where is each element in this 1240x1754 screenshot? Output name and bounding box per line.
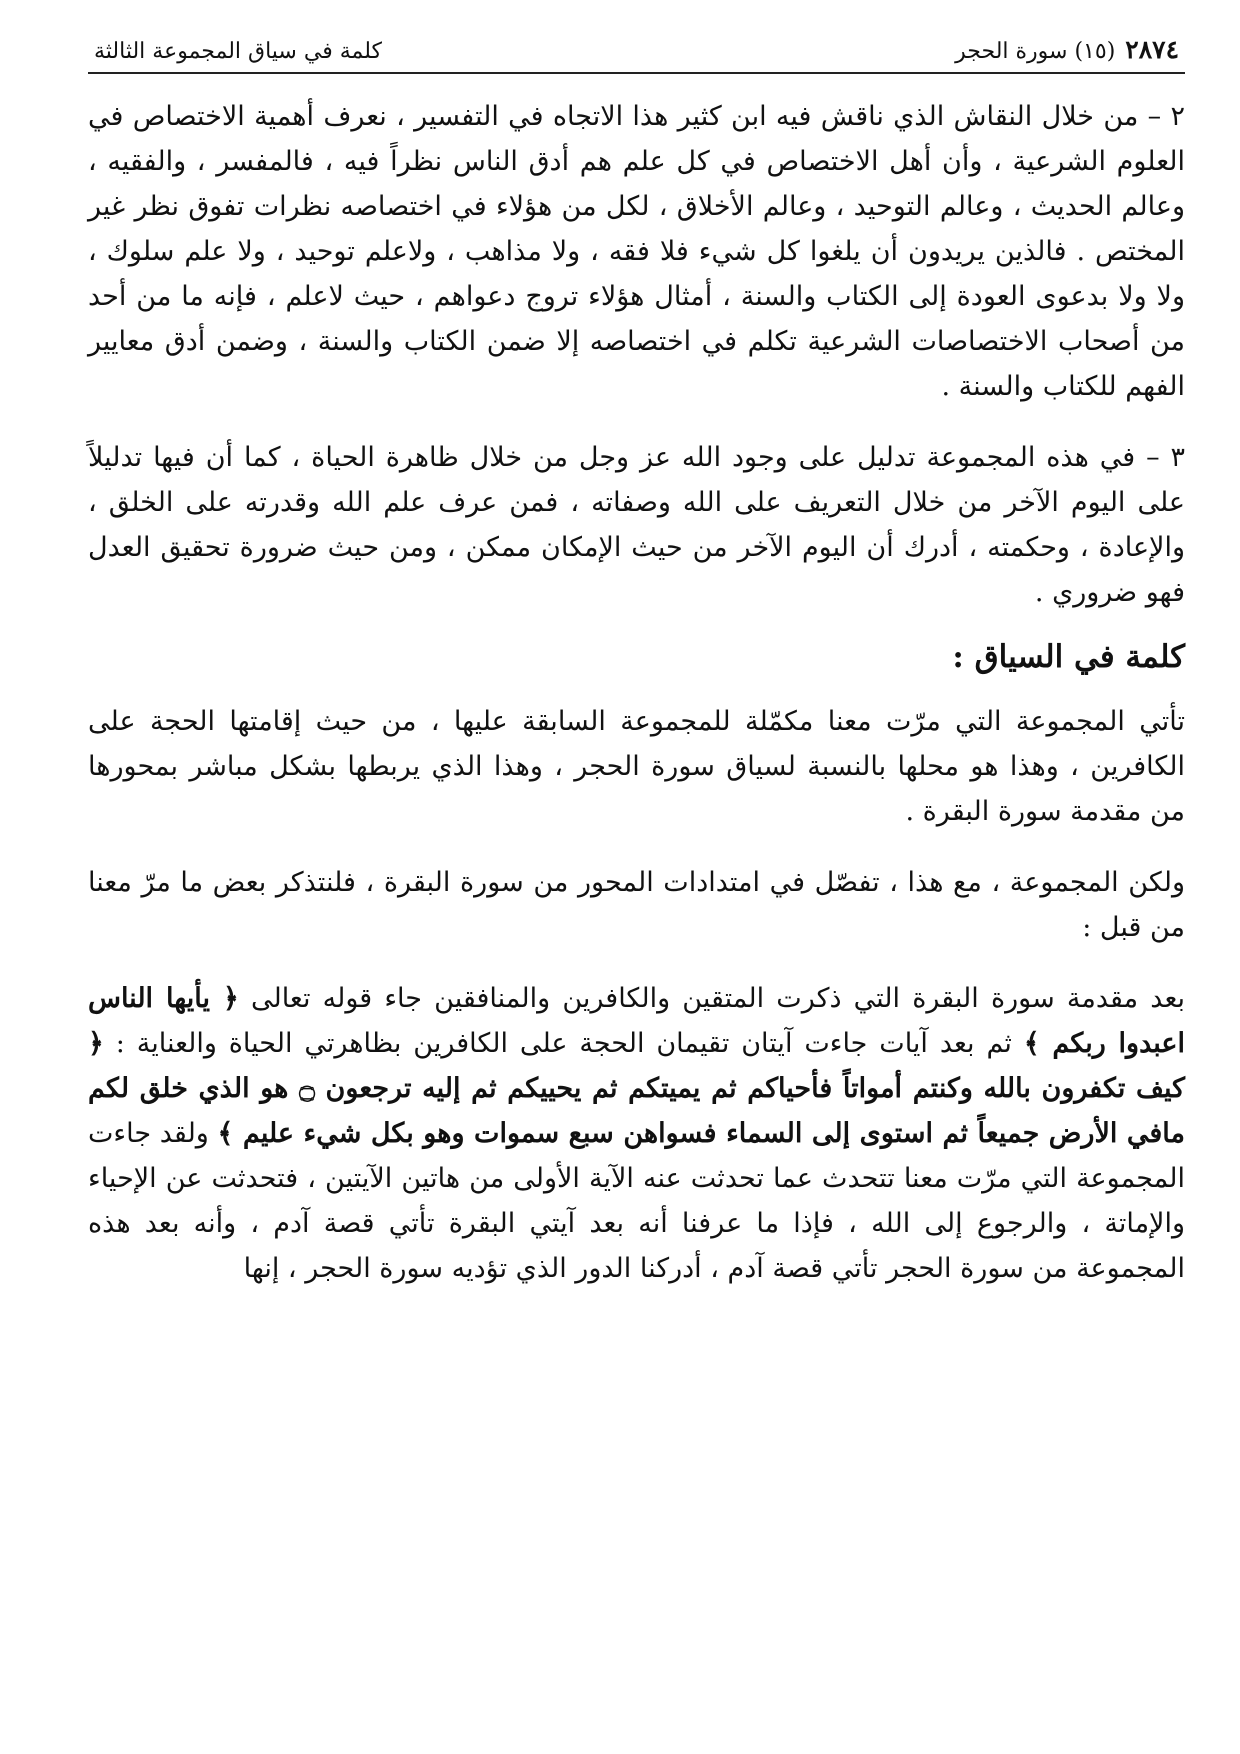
text-segment: ولقد جاءت المجموعة التي مرّت معنا تتحدث عما تحدثت عنه الآية الأولى من هاتين الآيتين ، فتحدثت عن الإحياء والإماتة ، والرجوع إلى الله ، فإذا ما عرفنا أنه بعد آيتي البقرة تأتي قصة آدم ، وأنه بعد هذه المجموعة من سورة الحجر تأتي قصة آدم ، أدركنا الدور الذي تؤديه سورة الحجر ، إنها: [88, 1118, 1185, 1284]
text-segment: بعد مقدمة سورة البقرة التي ذكرت المتقين والكافرين والمنافقين جاء قوله تعالى: [250, 983, 1185, 1014]
text-segment: ثم بعد آيات جاءت آيتان تقيمان الحجة على الكافرين بظاهرتي الحياة والعناية :: [115, 1028, 1012, 1059]
spacer: [88, 950, 1185, 976]
spacer: [88, 834, 1185, 860]
page-number: ٢٨٧٤: [1125, 35, 1179, 64]
paragraph-point-3: ٣ – في هذه المجموعة تدليل على وجود الله عز وجل من خلال ظاهرة الحياة ، كما أن فيها تدليلاً على اليوم الآخر من خلال التعريف على الله وصفاته ، فمن عرف علم الله وقدرته على الخلق ، والإعادة ، وحكمته ، أدرك أن اليوم الآخر من حيث الإمكان ممكن ، ومن حيث ضرورة تحقيق العدل فهو ضروري .: [88, 442, 1185, 608]
section-heading: كلمة في السياق :: [952, 639, 1185, 675]
paragraph-context-1: تأتي المجموعة التي مرّت معنا مكمّلة للمجموعة السابقة عليها ، من حيث إقامتها الحجة على الكافرين ، وهذا هو محلها بالنسبة لسياق سورة الحجر ، وهذا الذي يربطها بشكل مباشر بمحورها من مقدمة سورة البقرة .: [88, 706, 1185, 827]
spacer: [88, 409, 1185, 435]
running-header: [88, 20, 1185, 74]
surah-reference: (١٥) سورة الحجر: [955, 39, 1116, 64]
section-title: كلمة في سياق المجموعة الثالثة: [94, 39, 382, 64]
spacer: [88, 681, 1185, 699]
header-right: [955, 35, 1179, 64]
quran-quote: ﴿ كيف تكفرون بالله وكنتم أمواتاً فأحياكم ثم يميتكم ثم يحييكم ثم إليه ترجعون ۝ هو الذي خلق لكم مافي الأرض جميعاً ثم استوى إلى السماء فسواهن سبع سموات وهو بكل شيء عليم ﴾: [88, 1028, 1185, 1149]
paragraph-point-2: ٢ – من خلال النقاش الذي ناقش فيه ابن كثير هذا الاتجاه في التفسير ، نعرف أهمية الاختصاص في العلوم الشرعية ، وأن أهل الاختصاص في كل علم هم أدق الناس نظراً فيه ، فالمفسر ، والفقيه ، وعالم الحديث ، وعالم التوحيد ، وعالم الأخلاق ، لكل من هؤلاء في اختصاصه نظرات تفوق نظر غير المختص . فالذين يريدون أن يلغوا كل شيء فلا فقه ، ولا مذاهب ، ولاعلم توحيد ، ولا علم سلوك ، ولا ولا بدعوى العودة إلى الكتاب والسنة ، أمثال هؤلاء تروج دعواهم ، حيث لاعلم ، فإنه ما من أحد من أصحاب الاختصاصات الشرعية تكلم في اختصاصه إلا ضمن الكتاب والسنة ، وضمن أدق معايير الفهم للكتاب والسنة .: [88, 101, 1185, 402]
quran-quote: ﴿ يأيها الناس اعبدوا ربكم ﴾: [88, 983, 1185, 1059]
paragraph-context-3: [88, 976, 1185, 1291]
spacer: [88, 615, 1185, 633]
paragraph-context-2: ولكن المجموعة ، مع هذا ، تفصّل في امتدادات المحور من سورة البقرة ، فلنتذكر بعض ما مرّ معنا من قبل :: [88, 867, 1185, 943]
